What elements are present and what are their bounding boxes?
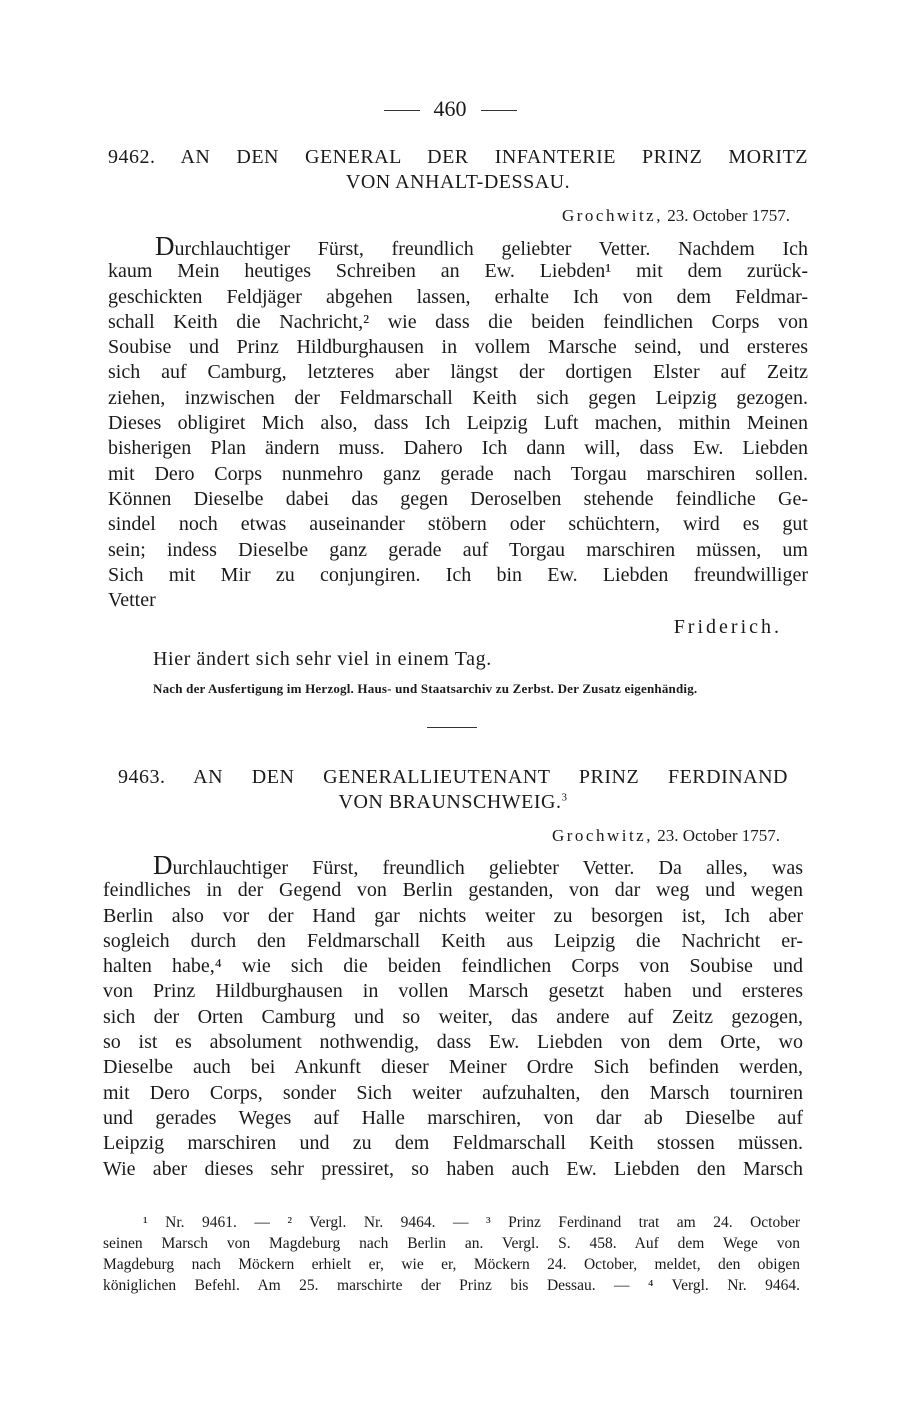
letter-9462-dateline: [562, 206, 790, 226]
letter-9462-line-10: mit Dero Corps nunmehro ganz gerade nach Torgau marschiren sollen.: [108, 462, 808, 485]
letter-9462-signature: Friderich.: [673, 616, 782, 638]
letter-9462-line-12: sindel noch etwas auseinander stöbern oder schüchtern, wird es gut: [108, 513, 808, 536]
letter-9463-date: 23. October 1757.: [657, 826, 780, 845]
letter-9463-line-1: Durchlauchtiger Fürst, freundlich geliebter Vetter. Da alles, was: [153, 850, 803, 880]
page-number: 460: [433, 96, 467, 121]
letter-9462-line-7: ziehen, inzwischen der Feldmarschall Keith sich gegen Leipzig gezogen.: [108, 386, 808, 409]
letter-9463-heading-line1: 9463. AN DEN GENERALLIEUTENANT PRINZ FERDINAND: [118, 766, 788, 788]
letter-9462-body: [108, 231, 808, 613]
letter-9462-line-4: schall Keith die Nachricht,² wie dass die beiden feindlichen Corps von: [108, 310, 808, 333]
letter-9463-dateline: [552, 826, 780, 846]
letter-9463-line-3: Berlin also vor der Hand gar nichts weiter zu besorgen ist, Ich aber: [103, 904, 803, 927]
letter-9463-line-6: von Prinz Hildburghausen in vollen Marsch gesetzt haben und ersteres: [103, 980, 803, 1003]
letter-9463-heading-line2-wrap: [118, 790, 788, 815]
page-number-dash-left: [384, 110, 420, 111]
letter-9462-source-note: Nach der Ausfertigung im Herzogl. Haus- und Staatsarchiv zu Zerbst. Der Zusatz eigenhändig.: [153, 681, 698, 696]
letter-9462-heading: [108, 145, 808, 195]
letter-9463-line-2: feindliches in der Gegend von Berlin gestanden, von dar weg und wegen: [103, 879, 803, 902]
page-number-dash-right: [481, 110, 517, 111]
letter-9463-body: [103, 850, 803, 1182]
letter-9462-line-5: Soubise und Prinz Hildburghausen in vollem Marsche seind, und ersteres: [108, 336, 808, 359]
letter-9462-date-place: Grochwitz,: [561, 206, 663, 225]
letter-9463-heading-footnote-mark: 3: [561, 791, 568, 804]
letter-9463-line-11: und gerades Weges auf Halle marschiren, von dar ab Dieselbe auf: [103, 1106, 803, 1129]
letter-9462-line-14: Sich mit Mir zu conjungiren. Ich bin Ew. Liebden freundwilliger: [108, 563, 808, 586]
letter-9462-line-11: Können Dieselbe dabei das gegen Deroselben stehende feindliche Ge-: [108, 487, 808, 510]
letter-9463-line-7: sich der Orten Camburg und so weiter, das andere auf Zeitz gezogen,: [103, 1005, 803, 1028]
letter-9462-line-8: Dieses obligiret Mich also, dass Ich Leipzig Luft machen, mithin Meinen: [108, 412, 808, 435]
footnote-line-4: königlichen Befehl. Am 25. marschirte der Prinz bis Dessau. — ⁴ Vergl. Nr. 9464.: [103, 1277, 800, 1294]
letter-9462-line-3: geschickten Feldjäger abgehen lassen, erhalte Ich von dem Feldmar-: [108, 285, 808, 308]
letter-9463-line-12: Leipzig marschiren und zu dem Feldmarschall Keith stossen müssen.: [103, 1132, 803, 1155]
letter-9463-line-13: Wie aber dieses sehr pressiret, so haben auch Ew. Liebden den Marsch: [103, 1157, 803, 1180]
section-divider: [427, 727, 477, 728]
letter-9463-line-8: so ist es absolument nothwendig, dass Ew. Liebden von dem Orte, wo: [103, 1031, 803, 1054]
letter-9462-postscript: Hier ändert sich sehr viel in einem Tag.: [153, 648, 492, 670]
letter-9463-line-4: sogleich durch den Feldmarschall Keith aus Leipzig die Nachricht er-: [103, 929, 803, 952]
letter-9463-heading: [118, 765, 788, 815]
letter-9462-heading-line1: 9462. AN DEN GENERAL DER INFANTERIE PRINZ MORITZ: [108, 146, 808, 168]
letter-9462-date: 23. October 1757.: [667, 206, 790, 225]
letter-9462-line-9: bisherigen Plan ändern muss. Dahero Ich dann will, dass Ew. Liebden: [108, 437, 808, 460]
letter-9462-line-2: kaum Mein heutiges Schreiben an Ew. Liebden¹ mit dem zurück-: [108, 260, 808, 283]
footnote-line-1: ¹ Nr. 9461. — ² Vergl. Nr. 9464. — ³ Prinz Ferdinand trat am 24. October: [143, 1214, 800, 1231]
letter-9462-line-6: sich auf Camburg, letzteres aber längst der dortigen Elster auf Zeitz: [108, 361, 808, 384]
letter-9462-line-15: Vetter: [108, 589, 156, 612]
letter-9463-date-place: Grochwitz,: [551, 826, 653, 845]
footnote-line-2: seinen Marsch von Magdeburg nach Berlin an. Vergl. S. 458. Auf dem Wege von: [103, 1235, 800, 1252]
letter-9463-line-9: Dieselbe auch bei Ankunft dieser Meiner Ordre Sich befinden werden,: [103, 1056, 803, 1079]
letter-9463-line-5: halten habe,⁴ wie sich die beiden feindlichen Corps von Soubise und: [103, 955, 803, 978]
footnote-line-3: Magdeburg nach Möckern erhielt er, wie er, Möckern 24. October, meldet, den obigen: [103, 1256, 800, 1273]
letter-9462-line-1: Durchlauchtiger Fürst, freundlich geliebter Vetter. Nachdem Ich: [155, 231, 808, 261]
letter-9463-line-10: mit Dero Corps, sonder Sich weiter aufzuhalten, den Marsch tourniren: [103, 1081, 803, 1104]
footnotes: [103, 1212, 800, 1296]
letter-9463-heading-line2: VON BRAUNSCHWEIG.: [338, 791, 562, 813]
page-number-line: [0, 96, 900, 122]
letter-9462-heading-line2: VON ANHALT-DESSAU.: [345, 171, 571, 193]
letter-9462-line-13: sein; indess Dieselbe ganz gerade auf Torgau marschiren müssen, um: [108, 538, 808, 561]
